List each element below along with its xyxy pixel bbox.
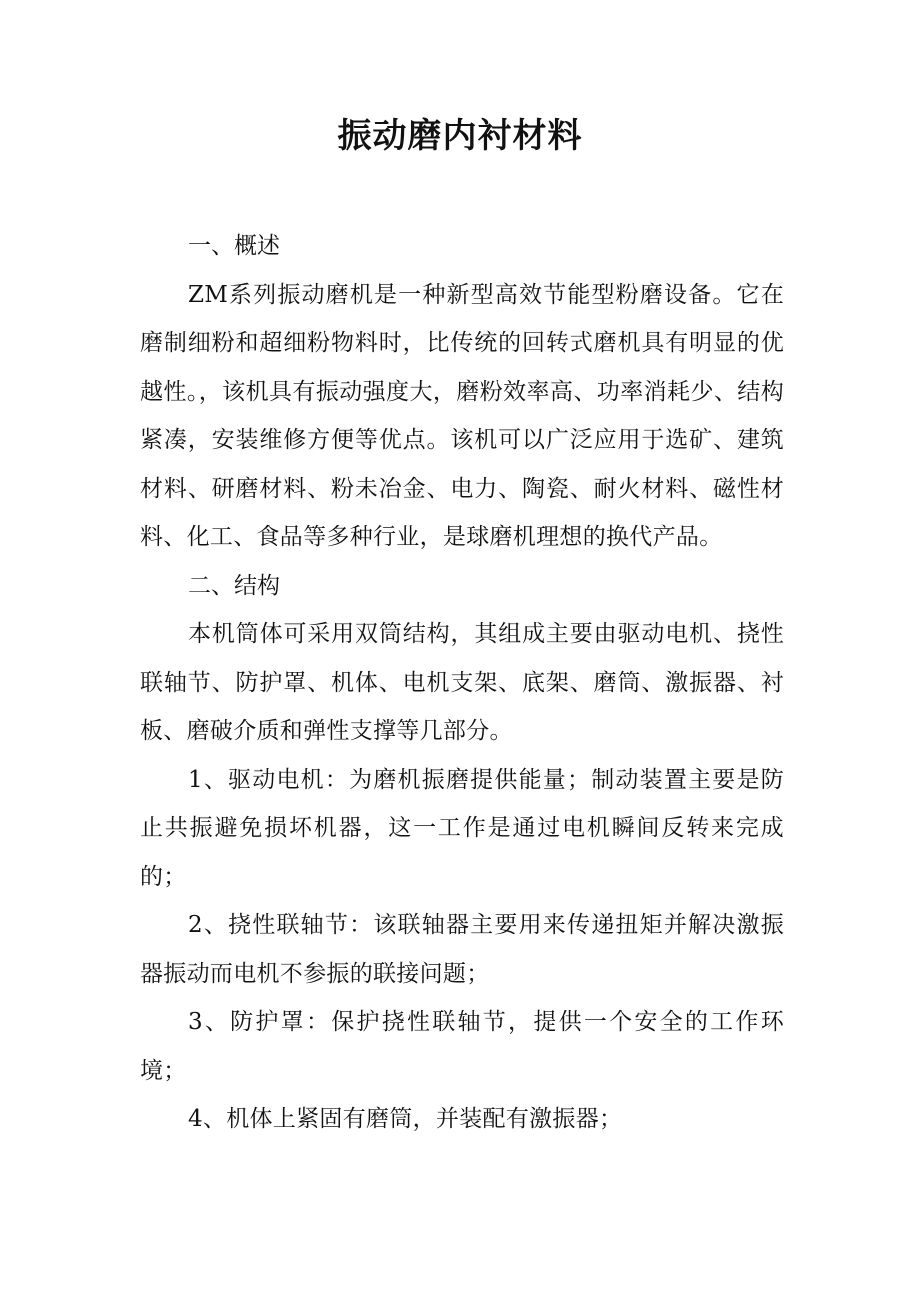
structure-item-flexible-coupling: 2、挠性联轴节：该联轴器主要用来传递扭矩并解决激振器振动而电机不参振的联接问题； xyxy=(140,912,784,987)
document-title: 振动磨内衬材料 xyxy=(337,116,583,156)
document-body xyxy=(140,222,784,1144)
overview-paragraph: ZM系列振动磨机是一种新型高效节能型粉磨设备。它在磨制细粉和超细粉物料时，比传统的回转式磨机具有明显的优越性。，该机具有振动强度大，磨粉效率高、功率消耗少、结构紧凑，安装维修方便等优点。该机可以广泛应用于选矿、建筑材料、研磨材料、粉未冶金、电力、陶瓷、耐火材料、磁性材料、化工、食品等多种行业，是球磨机理想的换代产品。 xyxy=(140,281,784,550)
structure-intro-paragraph: 本机筒体可采用双筒结构，其组成主要由驱动电机、挠性联轴节、防护罩、机体、电机支架、底架、磨筒、激振器、衬板、磨破介质和弹性支撑等几部分。 xyxy=(140,621,784,744)
structure-item-drive-motor: 1、驱动电机：为磨机振磨提供能量；制动装置主要是防止共振避免损坏机器，这一工作是通过电机瞬间反转来完成的； xyxy=(140,766,784,890)
section-heading-overview: 一、概述 xyxy=(188,233,280,259)
structure-item-machine-body: 4、机体上紧固有磨筒，并装配有激振器； xyxy=(188,1106,623,1132)
structure-item-guard: 3、防护罩：保护挠性联轴节，提供一个安全的工作环境； xyxy=(140,1009,784,1084)
section-heading-structure: 二、结构 xyxy=(188,572,280,599)
